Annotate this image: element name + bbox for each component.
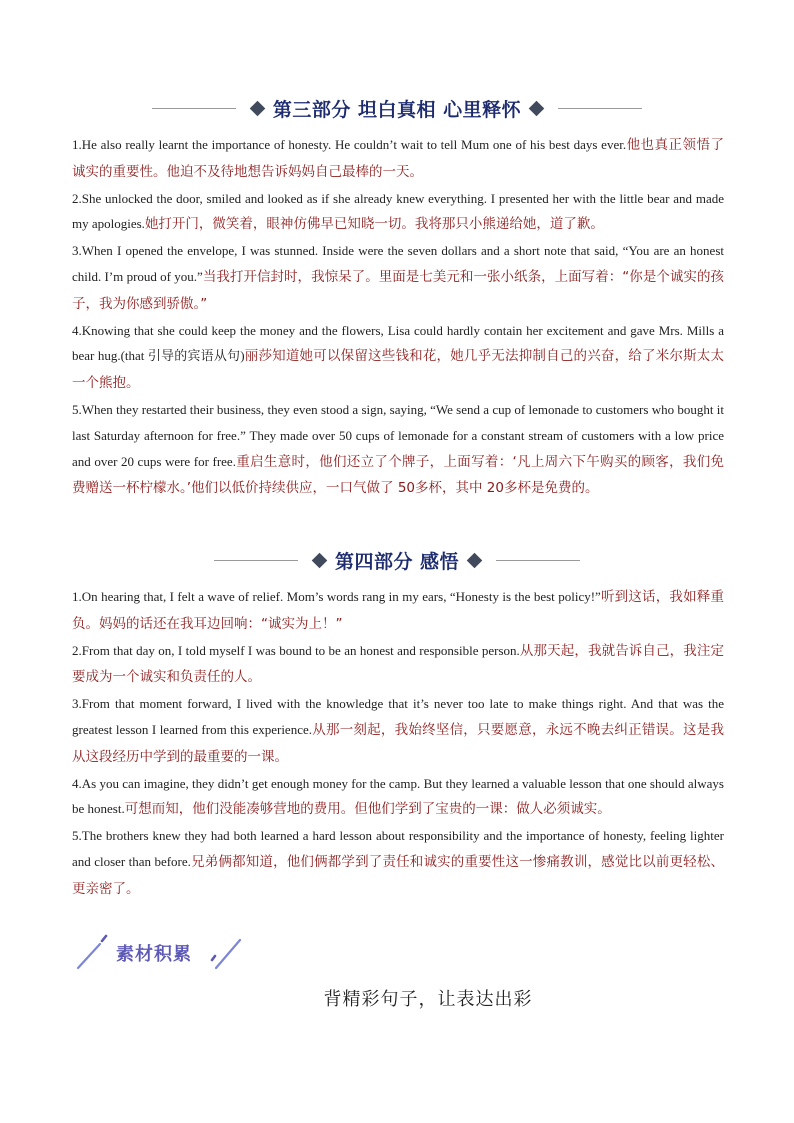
sentence-item: 1.On hearing that, I felt a wave of relief. Mom’s words rang in my ears, “Honesty is the best policy!”听到这话，我如释重负。妈妈的话还在我耳边回响：“诚实为上！” <box>72 589 724 632</box>
section-3-content <box>72 132 724 502</box>
heading-rule-left <box>152 108 236 109</box>
heading-rule-left <box>214 560 298 561</box>
sentence-item: 4.Knowing that she could keep the money and the flowers, Lisa could hardly contain her excitement and gave Mrs. Mills a bear hug.(that 引导的宾语从句)丽莎知道她可以保留这些钱和花，她几乎无法抑制自己的兴奋，给了米尔斯太太一个熊抱。 <box>72 322 724 392</box>
diamond-icon <box>250 100 266 116</box>
material-badge-label: 素材积累 <box>116 944 192 965</box>
heading-rule-right <box>558 108 642 109</box>
sentence-item: 2.From that day on, I told myself I was bound to be an honest and responsible person.从那天起，我就告诉自己，我注定要成为一个诚实和负责任的人。 <box>72 642 725 686</box>
sentence-item: 3.From that moment forward, I lived with the knowledge that it’s never too late to make things right. And that was the greatest lesson I learned from this experience.从那一刻起，我始终坚信，只要愿意，永远不晚去纠正错误。这是我从这段经历中学到的最重要的一课。 <box>72 696 724 765</box>
diamond-icon <box>529 100 545 116</box>
section-4-content <box>72 584 724 903</box>
heading-rule-right <box>496 560 580 561</box>
sentence-item: 5.When they restarted their business, they even stood a sign, saying, “We send a cup of lemonade to customers who bought it last Saturday afternoon for free.” They made over 50 cups of lemonade for a constant stream of customers with a low price and over 20 cups were for free.重启生意时，他们还立了个牌子，上面写着：‘凡上周六下午购买的顾客，我们免费赠送一杯柠檬水。’他们以低价持续供应，一口气做了 50多杯，其中 20多杯是免费的。 <box>72 401 725 497</box>
section-4-heading <box>0 545 794 575</box>
sentence-item: 1.He also really learnt the importance of honesty. He couldn’t wait to tell Mum one of his best days ever.他也真正领悟了诚实的重要性。他迫不及待地想告诉妈妈自己最棒的一天。 <box>72 137 725 180</box>
diamond-icon <box>312 552 328 568</box>
section-3-heading <box>0 93 794 123</box>
sentence-item: 2.She unlocked the door, smiled and looked as if she already knew everything. I presented her with the little bear and made my apologies.她打开门，微笑着，眼神仿佛早已知晓一切。我将那只小熊递给她，道了歉。 <box>72 190 724 233</box>
section-4-title: 第四部分 感悟 <box>334 550 460 573</box>
material-slogan <box>0 985 794 1011</box>
diamond-icon <box>467 552 483 568</box>
slogan-text: 背精彩句子，让表达出彩 <box>323 989 533 1010</box>
material-badge <box>76 932 246 972</box>
section-3-title: 第三部分 坦白真相 心里释怀 <box>272 98 522 121</box>
sentence-item: 3.When I opened the envelope, I was stunned. Inside were the seven dollars and a short note that said, “You are an honest child. I’m proud of you.”当我打开信封时，我惊呆了。里面是七美元和一张小纸条，上面写着：“你是个诚实的孩子，我为你感到骄傲。” <box>72 243 724 312</box>
sentence-item: 4.As you can imagine, they didn’t get enough money for the camp. But they learned a valuable lesson that one should always be honest.可想而知，他们没能凑够营地的费用。但他们学到了宝贵的一课：做人必须诚实。 <box>72 775 724 818</box>
sentence-item: 5.The brothers knew they had both learned a hard lesson about responsibility and the importance of honesty, feeling lighter and closer than before.兄弟俩都知道，他们俩都学到了责任和诚实的重要性这一惨痛教训，感觉比以前更轻松、更亲密了。 <box>72 828 725 897</box>
